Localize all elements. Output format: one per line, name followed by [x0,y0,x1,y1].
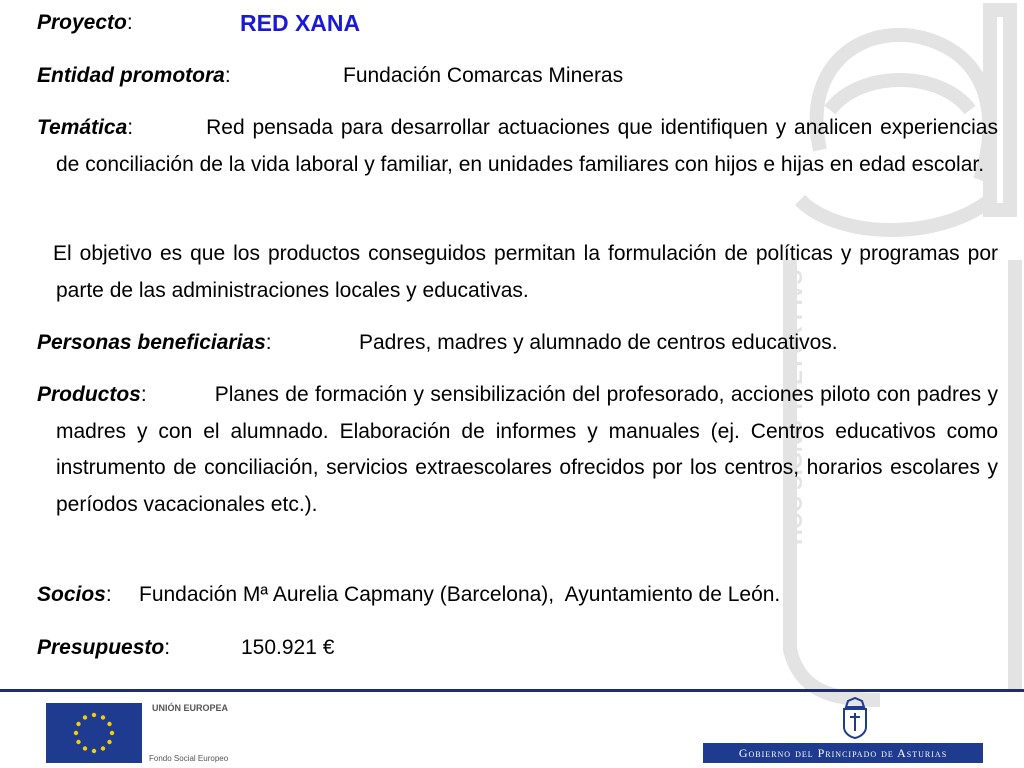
project-label: Proyecto [37,11,127,34]
products-label: Productos [37,383,141,406]
products-paragraph: Productos: Planes de formación y sensibilización del profesorado, acciones piloto con padres y madres y con el alumnado. Elaboración de informes y manuales (ej. Centros educativos como instrumento de conciliación, servicios extraescolares ofrecidos por los centros, horarios escolares y períodos vacacionales etc.). [37,383,998,516]
partners-value: Fundación Mª Aurelia Capmany (Barcelona), Ayuntamiento de León. [139,583,781,606]
budget-label: Presupuesto [37,636,165,659]
partners-row: Socios: Fundación Mª Aurelia Capmany (Barcelona), Ayuntamiento de León. [37,577,979,614]
objective-paragraph [37,236,998,309]
beneficiaries-row: Personas beneficiarias: Padres, madres y alumnado de centros educativos. [37,325,979,362]
beneficiaries-label: Personas beneficiarias [37,331,266,354]
eu-title: UNIÓN EUROPEA [152,703,229,713]
budget-value: 150.921 € [241,636,335,659]
theme-label: Temática [37,116,128,139]
entity-value: Fundación Comarcas Mineras [343,64,624,87]
government-banner: Gobierno del Principado de Asturias [703,743,983,763]
entity-label: Entidad promotora [37,64,225,87]
footer-divider [0,689,1024,692]
eu-subtitle: Fondo Social Europeo [149,754,229,763]
project-row: Proyecto: RED XANA [37,5,133,42]
svg-text:HOC SIGNO TVETVR PIVS: HOC SIGNO TVETVR PIVS [782,269,807,545]
asturias-crest-icon [838,697,872,739]
theme-paragraph: Temática: Red pensada para desarrollar actuaciones que identifiquen y analicen experiencias de conciliación de la vida laboral y familiar, en unidades familiares con hijos e hijas en edad escolar. [37,116,998,176]
theme-text: Red pensada para desarrollar actuaciones que identifiquen y analicen experiencias de conciliación de la vida laboral y familiar, en unidades familiares con hijos e hijas en edad escolar. [56,116,998,176]
partners-label: Socios [37,583,106,606]
budget-row: Presupuesto: 150.921 € [37,630,979,667]
objective-text: El objetivo es que los productos conseguidos permitan la formulación de políticas y programas por parte de las administraciones locales y educativas. [53,242,998,302]
entity-row: Entidad promotora: Fundación Comarcas Mineras [37,58,979,95]
beneficiaries-value: Padres, madres y alumnado de centros educativos. [359,331,838,354]
products-text: Planes de formación y sensibilización del profesorado, acciones piloto con padres y madres y con el alumnado. Elaboración de informes y manuales (ej. Centros educativos como instrumento de conciliación, servicios extraescolares ofrecidos por los centros, horarios escolares y períodos vacacionales etc.). [56,383,998,516]
project-title: RED XANA [240,10,361,36]
eu-flag-icon [46,703,142,763]
